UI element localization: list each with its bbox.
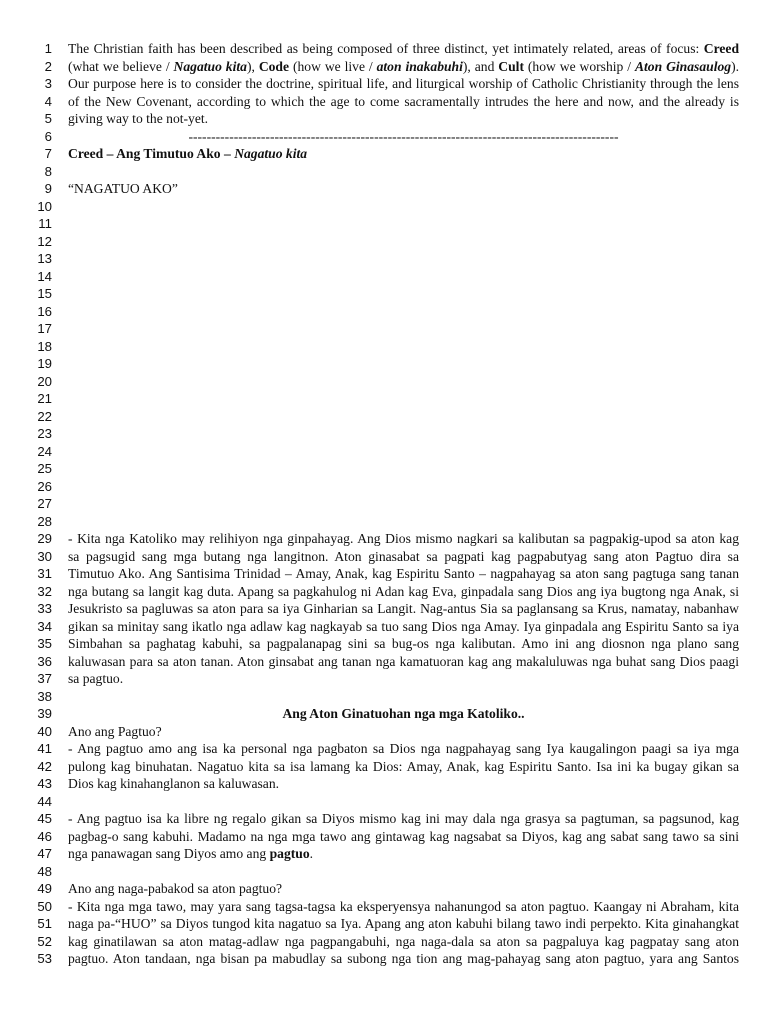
line-number: 28	[37, 513, 52, 529]
line-number: 3	[44, 76, 52, 91]
line-number: 49	[37, 881, 52, 896]
line-2	[0, 58, 768, 76]
line-30	[0, 548, 768, 566]
line-37	[0, 670, 768, 688]
line-27	[0, 495, 768, 513]
line-number: 50	[37, 898, 52, 914]
line-number: 5	[44, 111, 52, 126]
paragraph-line: - Kita nga Katoliko may relihiyon nga ginpahayag. Ang Dios mismo nagkari sa kalibutan sa pagpakig-upod sa aton kag	[68, 531, 739, 546]
line-16	[0, 303, 768, 321]
line-20	[0, 373, 768, 391]
paragraph-line: sa pagsugid sang mga butang nga langitnon. Aton ginasabat sa pagpati kag pagpabutyag sang aton Pagtuo dira sa	[68, 548, 739, 564]
line-5	[0, 110, 768, 128]
line-number: 39	[37, 706, 52, 721]
paragraph-line: kaluwasan para sa aton tanan. Aton ginsabat ang tanan nga kamatuoran kag ang makaluluwas nga buhat sang Dios paagi	[68, 653, 739, 669]
line-number: 22	[37, 408, 52, 424]
line-number: 11	[38, 216, 52, 231]
line-number: 43	[37, 776, 52, 791]
line-number: 38	[37, 688, 52, 704]
intro-text: Our purpose here is to consider the doctrine, spiritual life, and liturgical worship of Catholic Christianity through the lens	[68, 76, 739, 91]
line-14	[0, 268, 768, 286]
line-number: 14	[37, 268, 52, 284]
creed-heading	[68, 145, 739, 163]
line-24	[0, 443, 768, 461]
line-number: 34	[37, 618, 52, 634]
paragraph-line: pagbag-o sang kabuhi. Madamo na nga mga tawo ang gintawag kag nagsabat sa Diyos, kag ang sabat sang tawo sa sini	[68, 828, 739, 844]
intro-emphasis: Nagatuo kita	[173, 58, 247, 74]
intro-text: of the New Covenant, according to which the age to come sacramentally intrudes the here and now, and the already is	[68, 93, 739, 109]
line-19	[0, 355, 768, 373]
line-number: 36	[37, 653, 52, 669]
intro-text-part: ),	[246, 58, 259, 74]
line-4	[0, 93, 768, 111]
line-number: 40	[37, 723, 52, 739]
line-39	[0, 705, 768, 723]
line-51	[0, 915, 768, 933]
line-number: 20	[37, 373, 52, 389]
divider: -----------------------------------------------------------------------------------------------	[188, 128, 619, 144]
line-6	[0, 128, 768, 146]
intro-text	[68, 58, 739, 76]
line-47	[0, 845, 768, 863]
line-number: 26	[37, 478, 52, 494]
line-7	[0, 145, 768, 163]
code-term: Code	[258, 58, 290, 74]
line-26	[0, 478, 768, 496]
section-heading: Ang Aton Ginatuohan nga mga Katoliko..	[282, 706, 525, 721]
document-page	[0, 40, 768, 968]
line-number: 13	[37, 251, 52, 266]
paragraph-line: sa pagtuo.	[68, 671, 124, 686]
line-number: 30	[37, 548, 52, 564]
line-number: 45	[37, 811, 52, 826]
line-53	[0, 950, 768, 968]
line-18	[0, 338, 768, 356]
intro-text	[68, 40, 739, 58]
line-8	[0, 163, 768, 181]
line-number: 51	[37, 916, 52, 931]
intro-emphasis: aton inakabuhi	[376, 58, 463, 74]
line-number: 9	[44, 181, 52, 196]
line-45	[0, 810, 768, 828]
paragraph-line	[68, 845, 739, 863]
line-number: 17	[37, 321, 52, 336]
line-38	[0, 688, 768, 706]
line-number: 18	[37, 338, 52, 354]
line-number: 32	[37, 583, 52, 599]
paragraph-line: - Kita nga mga tawo, may yara sang tagsa-tagsa ka eksperyensya nahanungod sa aton pagtuo. Kaangay ni Abraham, kita	[68, 898, 739, 914]
line-number: 53	[37, 951, 52, 966]
line-number: 12	[37, 233, 52, 249]
line-number: 27	[37, 496, 52, 511]
line-number: 44	[37, 793, 52, 809]
line-number: 16	[37, 303, 52, 319]
paragraph-line: naga pa-“HUO” sa Diyos tungod kita nagatuo sa Iya. Apang ang aton kabuhi bilang tawo indi perpekto. Kita ginahangkat	[68, 916, 739, 931]
intro-text-part: ), and	[462, 58, 499, 74]
question: Ano ang Pagtuo?	[68, 723, 162, 739]
line-number: 19	[37, 356, 52, 371]
line-number: 42	[37, 758, 52, 774]
question: Ano ang naga-pabakod sa aton pagtuo?	[68, 881, 283, 896]
line-48	[0, 863, 768, 881]
line-number: 37	[37, 671, 52, 686]
creed-heading-emphasis: Nagatuo kita	[234, 146, 308, 161]
line-number: 23	[37, 426, 52, 441]
line-number: 15	[37, 286, 52, 301]
paragraph-line: gikan sa minitay sang ikatlo nga adlaw kag nagkayab sa tuo sang Dios nga Amay. Iya ginpadala ang Espiritu Santo sa iya	[68, 618, 739, 634]
line-number: 41	[37, 741, 52, 756]
line-number: 7	[44, 146, 52, 161]
paragraph-line: kag ginatilawan sa aton matag-adlaw nga pagpangabuhi, nga naga-dala sa aton sa pagpaluya kag pagpatay sang aton	[68, 933, 739, 949]
paragraph-line: - Ang pagtuo isa ka libre ng regalo gikan sa Diyos mismo kag ini may dala nga grasya sa pagtuman, sa pagsunod, kag	[68, 811, 739, 826]
paragraph-line: pulong kag binuhatan. Nagatuo kita sa isa lamang ka Dios: Amay, Anak, kag Espiritu Santo. Isa ini ka bugay gikan sa	[68, 758, 739, 774]
line-34	[0, 618, 768, 636]
line-number: 48	[37, 863, 52, 879]
line-number: 33	[37, 601, 52, 616]
line-43	[0, 775, 768, 793]
line-number: 29	[37, 531, 52, 546]
line-10	[0, 198, 768, 216]
line-41	[0, 740, 768, 758]
paragraph-line: Timutuo Ako. Ang Santisima Trinidad – Amay, Anak, kag Espiritu Santo – nagpahayag sa aton sang pagtuga sang tanan	[68, 566, 739, 581]
line-13	[0, 250, 768, 268]
creed-heading-text: Creed – Ang Timutuo Ako –	[68, 146, 235, 161]
line-50	[0, 898, 768, 916]
line-number: 52	[37, 933, 52, 949]
line-number: 10	[37, 198, 52, 214]
line-36	[0, 653, 768, 671]
intro-text-part: ).	[731, 58, 739, 74]
intro-text-part: (how we worship /	[523, 58, 635, 74]
line-number: 24	[37, 443, 52, 459]
line-29	[0, 530, 768, 548]
line-number: 2	[44, 58, 52, 74]
line-number: 21	[37, 391, 52, 406]
paragraph-line: - Ang pagtuo amo ang isa ka personal nga pagbaton sa Dios nga nagpahayag sang Iya kaugalingon paagi sa iya mga	[68, 741, 739, 756]
cult-term: Cult	[498, 58, 524, 74]
paragraph-text: .	[309, 846, 314, 861]
intro-text-part: (what we believe /	[68, 58, 174, 74]
paragraph-line: Dios kag kinahanglanon sa kaluwasan.	[68, 776, 280, 791]
line-9	[0, 180, 768, 198]
line-23	[0, 425, 768, 443]
line-40	[0, 723, 768, 741]
line-22	[0, 408, 768, 426]
paragraph-line: Simbahan sa paghatag kabuhi, sa pagpalanapag sini sa bug-os nga kalibutan. Amo ini ang diosnon nga plano sang	[68, 636, 739, 651]
creed-term: Creed	[703, 41, 739, 56]
line-42	[0, 758, 768, 776]
line-number: 6	[44, 128, 52, 144]
line-number: 31	[37, 566, 52, 581]
intro-text-part: (how we live /	[289, 58, 377, 74]
line-number: 4	[44, 93, 52, 109]
pagtuo-emphasis: pagtuo	[269, 846, 310, 861]
paragraph-line: Jesukristo sa pagluwas sa aton para sa iya Ginharian sa Langit. Nag-antus Sia sa paglansang sa Krus, namatay, nabanhaw	[68, 601, 739, 616]
line-35	[0, 635, 768, 653]
line-49	[0, 880, 768, 898]
line-number: 25	[37, 461, 52, 476]
line-11	[0, 215, 768, 233]
line-21	[0, 390, 768, 408]
line-1	[0, 40, 768, 58]
line-32	[0, 583, 768, 601]
intro-text: giving way to the not-yet.	[68, 111, 209, 126]
line-15	[0, 285, 768, 303]
line-3	[0, 75, 768, 93]
line-46	[0, 828, 768, 846]
line-number: 1	[44, 41, 52, 56]
line-number: 47	[37, 846, 52, 861]
intro-emphasis: Aton Ginasaulog	[634, 58, 732, 74]
line-31	[0, 565, 768, 583]
line-number: 8	[44, 163, 52, 179]
line-28	[0, 513, 768, 531]
line-33	[0, 600, 768, 618]
line-number: 46	[37, 828, 52, 844]
paragraph-line: nga butang sa langit kag duta. Apang sa pagkahulog ni Adan kag Eva, ginpadala sang Dios ang iya bugtong nga Anak, si	[68, 583, 739, 599]
line-12	[0, 233, 768, 251]
paragraph-line: pagtuo. Aton tandaan, nga bisan pa mabudlay sa subong nga tion ang mag-pahayag sang aton pagtuo, yara ang Santos	[68, 951, 739, 966]
line-number: 35	[37, 636, 52, 651]
nagatuo-title: “NAGATUO AKO”	[68, 181, 178, 196]
paragraph-text: nga panawagan sang Diyos amo ang	[68, 846, 270, 861]
line-44	[0, 793, 768, 811]
line-25	[0, 460, 768, 478]
line-52	[0, 933, 768, 951]
line-17	[0, 320, 768, 338]
intro-text-part: The Christian faith has been described as being composed of three distinct, yet intimately related, areas of focus:	[68, 41, 704, 56]
